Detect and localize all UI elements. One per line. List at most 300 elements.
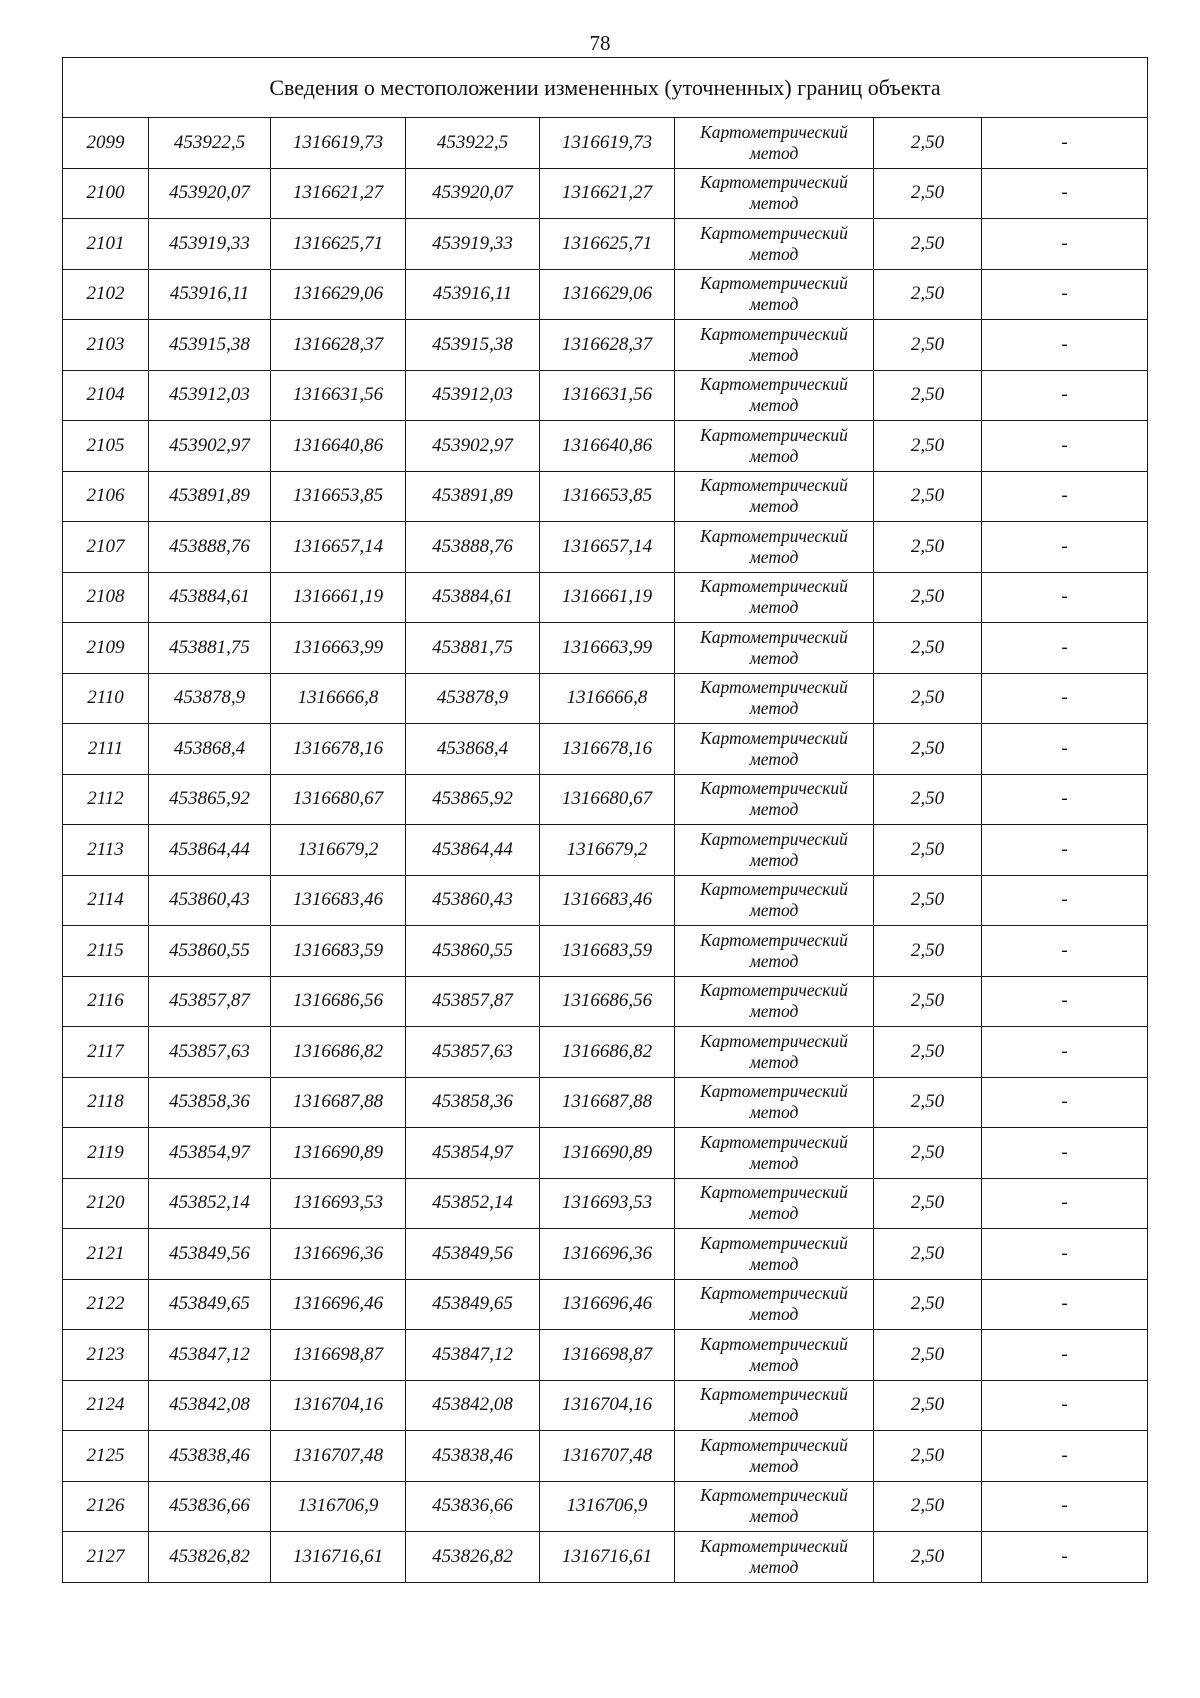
method-line-2: метод xyxy=(749,1253,799,1274)
point-number-cell: 2104 xyxy=(63,370,149,421)
accuracy-cell: 2,50 xyxy=(874,1279,982,1330)
table-row xyxy=(63,1178,1148,1229)
description-cell: - xyxy=(982,1330,1148,1381)
method-line-2: метод xyxy=(749,1354,799,1375)
description-cell: - xyxy=(982,724,1148,775)
method-line-1: Картометрический xyxy=(700,1535,848,1556)
method-line-2: метод xyxy=(749,344,799,365)
point-number-cell: 2106 xyxy=(63,471,149,522)
description-cell: - xyxy=(982,774,1148,825)
accuracy-cell: 2,50 xyxy=(874,522,982,573)
existing-x-cell: 453891,89 xyxy=(149,471,271,522)
new-x-cell: 453858,36 xyxy=(406,1077,540,1128)
description-cell: - xyxy=(982,1380,1148,1431)
new-x-cell: 453864,44 xyxy=(406,825,540,876)
new-x-cell: 453826,82 xyxy=(406,1532,540,1583)
new-y-cell: 1316686,56 xyxy=(540,976,675,1027)
table-title: Сведения о местоположении измененных (уточненных) границ объекта xyxy=(63,58,1148,118)
method-line-1: Картометрический xyxy=(700,727,848,748)
existing-x-cell: 453878,9 xyxy=(149,673,271,724)
table-row xyxy=(63,623,1148,674)
accuracy-cell: 2,50 xyxy=(874,1532,982,1583)
method-cell xyxy=(675,1330,874,1381)
new-y-cell: 1316679,2 xyxy=(540,825,675,876)
existing-y-cell: 1316619,73 xyxy=(271,118,406,169)
existing-x-cell: 453860,43 xyxy=(149,875,271,926)
method-cell xyxy=(675,168,874,219)
method-line-2: метод xyxy=(749,698,799,719)
accuracy-cell: 2,50 xyxy=(874,1431,982,1482)
method-line-1: Картометрический xyxy=(700,1283,848,1304)
existing-y-cell: 1316629,06 xyxy=(271,269,406,320)
method-cell xyxy=(675,572,874,623)
new-y-cell: 1316698,87 xyxy=(540,1330,675,1381)
description-cell: - xyxy=(982,623,1148,674)
accuracy-cell: 2,50 xyxy=(874,269,982,320)
accuracy-cell: 2,50 xyxy=(874,825,982,876)
existing-x-cell: 453922,5 xyxy=(149,118,271,169)
accuracy-cell: 2,50 xyxy=(874,724,982,775)
existing-y-cell: 1316679,2 xyxy=(271,825,406,876)
existing-y-cell: 1316706,9 xyxy=(271,1481,406,1532)
description-cell: - xyxy=(982,219,1148,270)
accuracy-cell: 2,50 xyxy=(874,370,982,421)
description-cell: - xyxy=(982,1279,1148,1330)
existing-y-cell: 1316716,61 xyxy=(271,1532,406,1583)
existing-y-cell: 1316707,48 xyxy=(271,1431,406,1482)
table-row xyxy=(63,1027,1148,1078)
new-x-cell: 453860,43 xyxy=(406,875,540,926)
existing-x-cell: 453852,14 xyxy=(149,1178,271,1229)
method-line-1: Картометрический xyxy=(700,980,848,1001)
point-number-cell: 2105 xyxy=(63,421,149,472)
new-y-cell: 1316696,46 xyxy=(540,1279,675,1330)
existing-x-cell: 453847,12 xyxy=(149,1330,271,1381)
new-y-cell: 1316661,19 xyxy=(540,572,675,623)
method-cell xyxy=(675,976,874,1027)
table-row xyxy=(63,522,1148,573)
new-y-cell: 1316706,9 xyxy=(540,1481,675,1532)
new-x-cell: 453854,97 xyxy=(406,1128,540,1179)
new-y-cell: 1316680,67 xyxy=(540,774,675,825)
description-cell: - xyxy=(982,1229,1148,1280)
new-x-cell: 453842,08 xyxy=(406,1380,540,1431)
new-x-cell: 453920,07 xyxy=(406,168,540,219)
method-cell xyxy=(675,1380,874,1431)
point-number-cell: 2103 xyxy=(63,320,149,371)
new-x-cell: 453865,92 xyxy=(406,774,540,825)
table-row xyxy=(63,875,1148,926)
new-x-cell: 453919,33 xyxy=(406,219,540,270)
table-row xyxy=(63,926,1148,977)
method-line-1: Картометрический xyxy=(700,1131,848,1152)
method-line-2: метод xyxy=(749,748,799,769)
new-y-cell: 1316629,06 xyxy=(540,269,675,320)
point-number-cell: 2113 xyxy=(63,825,149,876)
point-number-cell: 2124 xyxy=(63,1380,149,1431)
new-x-cell: 453849,56 xyxy=(406,1229,540,1280)
existing-x-cell: 453881,75 xyxy=(149,623,271,674)
method-line-1: Картометрический xyxy=(700,1182,848,1203)
new-x-cell: 453857,63 xyxy=(406,1027,540,1078)
method-line-1: Картометрический xyxy=(700,879,848,900)
existing-y-cell: 1316704,16 xyxy=(271,1380,406,1431)
new-x-cell: 453881,75 xyxy=(406,623,540,674)
existing-y-cell: 1316657,14 xyxy=(271,522,406,573)
point-number-cell: 2100 xyxy=(63,168,149,219)
accuracy-cell: 2,50 xyxy=(874,1027,982,1078)
existing-x-cell: 453865,92 xyxy=(149,774,271,825)
existing-y-cell: 1316625,71 xyxy=(271,219,406,270)
table-row xyxy=(63,1128,1148,1179)
new-x-cell: 453849,65 xyxy=(406,1279,540,1330)
new-x-cell: 453860,55 xyxy=(406,926,540,977)
method-line-1: Картометрический xyxy=(700,778,848,799)
method-cell xyxy=(675,875,874,926)
point-number-cell: 2102 xyxy=(63,269,149,320)
accuracy-cell: 2,50 xyxy=(874,673,982,724)
point-number-cell: 2110 xyxy=(63,673,149,724)
method-line-1: Картометрический xyxy=(700,576,848,597)
table-row xyxy=(63,471,1148,522)
new-x-cell: 453916,11 xyxy=(406,269,540,320)
method-line-1: Картометрический xyxy=(700,222,848,243)
description-cell: - xyxy=(982,118,1148,169)
method-line-2: метод xyxy=(749,294,799,315)
existing-y-cell: 1316690,89 xyxy=(271,1128,406,1179)
existing-y-cell: 1316696,36 xyxy=(271,1229,406,1280)
method-line-2: метод xyxy=(749,597,799,618)
accuracy-cell: 2,50 xyxy=(874,421,982,472)
method-line-2: метод xyxy=(749,647,799,668)
method-line-2: метод xyxy=(749,950,799,971)
accuracy-cell: 2,50 xyxy=(874,623,982,674)
method-cell xyxy=(675,1532,874,1583)
existing-y-cell: 1316653,85 xyxy=(271,471,406,522)
table-row xyxy=(63,168,1148,219)
new-y-cell: 1316716,61 xyxy=(540,1532,675,1583)
description-cell: - xyxy=(982,168,1148,219)
method-cell xyxy=(675,825,874,876)
new-x-cell: 453852,14 xyxy=(406,1178,540,1229)
method-line-1: Картометрический xyxy=(700,424,848,445)
table-row xyxy=(63,1380,1148,1431)
new-y-cell: 1316628,37 xyxy=(540,320,675,371)
table-row xyxy=(63,1481,1148,1532)
table-row xyxy=(63,774,1148,825)
new-y-cell: 1316657,14 xyxy=(540,522,675,573)
description-cell: - xyxy=(982,1431,1148,1482)
existing-y-cell: 1316686,82 xyxy=(271,1027,406,1078)
method-cell xyxy=(675,774,874,825)
new-y-cell: 1316683,59 xyxy=(540,926,675,977)
method-cell xyxy=(675,724,874,775)
method-cell xyxy=(675,1128,874,1179)
existing-x-cell: 453858,36 xyxy=(149,1077,271,1128)
accuracy-cell: 2,50 xyxy=(874,471,982,522)
method-line-2: метод xyxy=(749,243,799,264)
accuracy-cell: 2,50 xyxy=(874,774,982,825)
new-y-cell: 1316693,53 xyxy=(540,1178,675,1229)
description-cell: - xyxy=(982,875,1148,926)
method-line-1: Картометрический xyxy=(700,1333,848,1354)
method-line-1: Картометрический xyxy=(700,929,848,950)
existing-y-cell: 1316693,53 xyxy=(271,1178,406,1229)
method-line-2: метод xyxy=(749,1051,799,1072)
accuracy-cell: 2,50 xyxy=(874,1481,982,1532)
point-number-cell: 2112 xyxy=(63,774,149,825)
method-line-2: метод xyxy=(749,1506,799,1527)
point-number-cell: 2114 xyxy=(63,875,149,926)
method-line-2: метод xyxy=(749,799,799,820)
method-line-1: Картометрический xyxy=(700,121,848,142)
table-row xyxy=(63,825,1148,876)
method-line-2: метод xyxy=(749,1405,799,1426)
description-cell: - xyxy=(982,370,1148,421)
method-line-1: Картометрический xyxy=(700,1434,848,1455)
table-row xyxy=(63,370,1148,421)
new-y-cell: 1316621,27 xyxy=(540,168,675,219)
point-number-cell: 2116 xyxy=(63,976,149,1027)
description-cell: - xyxy=(982,926,1148,977)
method-line-2: метод xyxy=(749,849,799,870)
method-line-2: метод xyxy=(749,900,799,921)
description-cell: - xyxy=(982,1532,1148,1583)
method-cell xyxy=(675,1178,874,1229)
table-row xyxy=(63,1532,1148,1583)
method-line-1: Картометрический xyxy=(700,1081,848,1102)
existing-y-cell: 1316683,46 xyxy=(271,875,406,926)
new-y-cell: 1316686,82 xyxy=(540,1027,675,1078)
method-line-2: метод xyxy=(749,445,799,466)
point-number-cell: 2101 xyxy=(63,219,149,270)
accuracy-cell: 2,50 xyxy=(874,926,982,977)
description-cell: - xyxy=(982,825,1148,876)
accuracy-cell: 2,50 xyxy=(874,1229,982,1280)
existing-x-cell: 453884,61 xyxy=(149,572,271,623)
method-cell xyxy=(675,118,874,169)
existing-y-cell: 1316683,59 xyxy=(271,926,406,977)
new-y-cell: 1316678,16 xyxy=(540,724,675,775)
new-x-cell: 453868,4 xyxy=(406,724,540,775)
existing-x-cell: 453920,07 xyxy=(149,168,271,219)
new-y-cell: 1316666,8 xyxy=(540,673,675,724)
new-y-cell: 1316704,16 xyxy=(540,1380,675,1431)
method-line-1: Картометрический xyxy=(700,1030,848,1051)
point-number-cell: 2120 xyxy=(63,1178,149,1229)
table-row xyxy=(63,219,1148,270)
new-y-cell: 1316683,46 xyxy=(540,875,675,926)
method-line-1: Картометрический xyxy=(700,374,848,395)
accuracy-cell: 2,50 xyxy=(874,219,982,270)
table-row xyxy=(63,118,1148,169)
new-x-cell: 453902,97 xyxy=(406,421,540,472)
table-row xyxy=(63,976,1148,1027)
existing-x-cell: 453826,82 xyxy=(149,1532,271,1583)
method-line-1: Картометрический xyxy=(700,525,848,546)
table-row xyxy=(63,673,1148,724)
new-x-cell: 453857,87 xyxy=(406,976,540,1027)
existing-x-cell: 453838,46 xyxy=(149,1431,271,1482)
description-cell: - xyxy=(982,1027,1148,1078)
accuracy-cell: 2,50 xyxy=(874,1128,982,1179)
point-number-cell: 2108 xyxy=(63,572,149,623)
accuracy-cell: 2,50 xyxy=(874,168,982,219)
method-line-1: Картометрический xyxy=(700,828,848,849)
existing-x-cell: 453912,03 xyxy=(149,370,271,421)
table-row xyxy=(63,572,1148,623)
new-y-cell: 1316619,73 xyxy=(540,118,675,169)
existing-x-cell: 453849,65 xyxy=(149,1279,271,1330)
point-number-cell: 2107 xyxy=(63,522,149,573)
method-line-2: метод xyxy=(749,1304,799,1325)
method-cell xyxy=(675,1077,874,1128)
existing-y-cell: 1316696,46 xyxy=(271,1279,406,1330)
point-number-cell: 2115 xyxy=(63,926,149,977)
method-cell xyxy=(675,1279,874,1330)
point-number-cell: 2125 xyxy=(63,1431,149,1482)
point-number-cell: 2109 xyxy=(63,623,149,674)
new-x-cell: 453836,66 xyxy=(406,1481,540,1532)
table-row xyxy=(63,1229,1148,1280)
description-cell: - xyxy=(982,1178,1148,1229)
accuracy-cell: 2,50 xyxy=(874,572,982,623)
existing-y-cell: 1316661,19 xyxy=(271,572,406,623)
accuracy-cell: 2,50 xyxy=(874,118,982,169)
accuracy-cell: 2,50 xyxy=(874,320,982,371)
description-cell: - xyxy=(982,269,1148,320)
method-line-2: метод xyxy=(749,1001,799,1022)
point-number-cell: 2121 xyxy=(63,1229,149,1280)
description-cell: - xyxy=(982,471,1148,522)
description-cell: - xyxy=(982,421,1148,472)
boundary-coordinates-table xyxy=(62,57,1148,1583)
method-line-2: метод xyxy=(749,395,799,416)
new-x-cell: 453838,46 xyxy=(406,1431,540,1482)
accuracy-cell: 2,50 xyxy=(874,1077,982,1128)
method-cell xyxy=(675,673,874,724)
method-line-2: метод xyxy=(749,1203,799,1224)
table-row xyxy=(63,724,1148,775)
table-row xyxy=(63,1330,1148,1381)
existing-x-cell: 453842,08 xyxy=(149,1380,271,1431)
accuracy-cell: 2,50 xyxy=(874,1178,982,1229)
table-row xyxy=(63,269,1148,320)
existing-x-cell: 453916,11 xyxy=(149,269,271,320)
existing-x-cell: 453888,76 xyxy=(149,522,271,573)
existing-y-cell: 1316680,67 xyxy=(271,774,406,825)
point-number-cell: 2127 xyxy=(63,1532,149,1583)
point-number-cell: 2123 xyxy=(63,1330,149,1381)
point-number-cell: 2117 xyxy=(63,1027,149,1078)
new-y-cell: 1316625,71 xyxy=(540,219,675,270)
method-line-1: Картометрический xyxy=(700,1485,848,1506)
description-cell: - xyxy=(982,673,1148,724)
method-line-1: Картометрический xyxy=(700,475,848,496)
method-cell xyxy=(675,522,874,573)
description-cell: - xyxy=(982,320,1148,371)
method-line-2: метод xyxy=(749,1102,799,1123)
existing-x-cell: 453857,87 xyxy=(149,976,271,1027)
existing-y-cell: 1316631,56 xyxy=(271,370,406,421)
method-line-2: метод xyxy=(749,546,799,567)
method-cell xyxy=(675,1481,874,1532)
method-cell xyxy=(675,1027,874,1078)
description-cell: - xyxy=(982,1128,1148,1179)
accuracy-cell: 2,50 xyxy=(874,976,982,1027)
method-line-1: Картометрический xyxy=(700,677,848,698)
existing-x-cell: 453919,33 xyxy=(149,219,271,270)
existing-y-cell: 1316666,8 xyxy=(271,673,406,724)
method-line-2: метод xyxy=(749,1556,799,1577)
point-number-cell: 2099 xyxy=(63,118,149,169)
new-y-cell: 1316631,56 xyxy=(540,370,675,421)
existing-y-cell: 1316678,16 xyxy=(271,724,406,775)
description-cell: - xyxy=(982,1481,1148,1532)
table-row xyxy=(63,320,1148,371)
method-line-1: Картометрический xyxy=(700,323,848,344)
new-x-cell: 453888,76 xyxy=(406,522,540,573)
new-y-cell: 1316687,88 xyxy=(540,1077,675,1128)
table-row xyxy=(63,421,1148,472)
new-x-cell: 453884,61 xyxy=(406,572,540,623)
method-line-2: метод xyxy=(749,1152,799,1173)
method-line-2: метод xyxy=(749,142,799,163)
method-cell xyxy=(675,623,874,674)
description-cell: - xyxy=(982,522,1148,573)
existing-x-cell: 453915,38 xyxy=(149,320,271,371)
existing-y-cell: 1316663,99 xyxy=(271,623,406,674)
new-y-cell: 1316653,85 xyxy=(540,471,675,522)
new-y-cell: 1316690,89 xyxy=(540,1128,675,1179)
method-line-2: метод xyxy=(749,1455,799,1476)
existing-y-cell: 1316686,56 xyxy=(271,976,406,1027)
new-x-cell: 453847,12 xyxy=(406,1330,540,1381)
point-number-cell: 2118 xyxy=(63,1077,149,1128)
method-line-1: Картометрический xyxy=(700,172,848,193)
existing-y-cell: 1316687,88 xyxy=(271,1077,406,1128)
accuracy-cell: 2,50 xyxy=(874,1380,982,1431)
new-x-cell: 453912,03 xyxy=(406,370,540,421)
point-number-cell: 2126 xyxy=(63,1481,149,1532)
existing-y-cell: 1316628,37 xyxy=(271,320,406,371)
method-line-2: метод xyxy=(749,496,799,517)
new-y-cell: 1316640,86 xyxy=(540,421,675,472)
new-y-cell: 1316663,99 xyxy=(540,623,675,674)
description-cell: - xyxy=(982,1077,1148,1128)
point-number-cell: 2122 xyxy=(63,1279,149,1330)
method-line-1: Картометрический xyxy=(700,1232,848,1253)
table-row xyxy=(63,1077,1148,1128)
page-number: 78 xyxy=(589,31,611,55)
point-number-cell: 2111 xyxy=(63,724,149,775)
existing-x-cell: 453868,4 xyxy=(149,724,271,775)
new-x-cell: 453891,89 xyxy=(406,471,540,522)
method-line-2: метод xyxy=(749,193,799,214)
method-cell xyxy=(675,269,874,320)
table-title-row xyxy=(63,58,1148,118)
method-cell xyxy=(675,1229,874,1280)
description-cell: - xyxy=(982,572,1148,623)
existing-y-cell: 1316698,87 xyxy=(271,1330,406,1381)
method-cell xyxy=(675,471,874,522)
new-x-cell: 453878,9 xyxy=(406,673,540,724)
existing-y-cell: 1316621,27 xyxy=(271,168,406,219)
method-cell xyxy=(675,370,874,421)
method-cell xyxy=(675,926,874,977)
method-cell xyxy=(675,1431,874,1482)
method-line-1: Картометрический xyxy=(700,1384,848,1405)
